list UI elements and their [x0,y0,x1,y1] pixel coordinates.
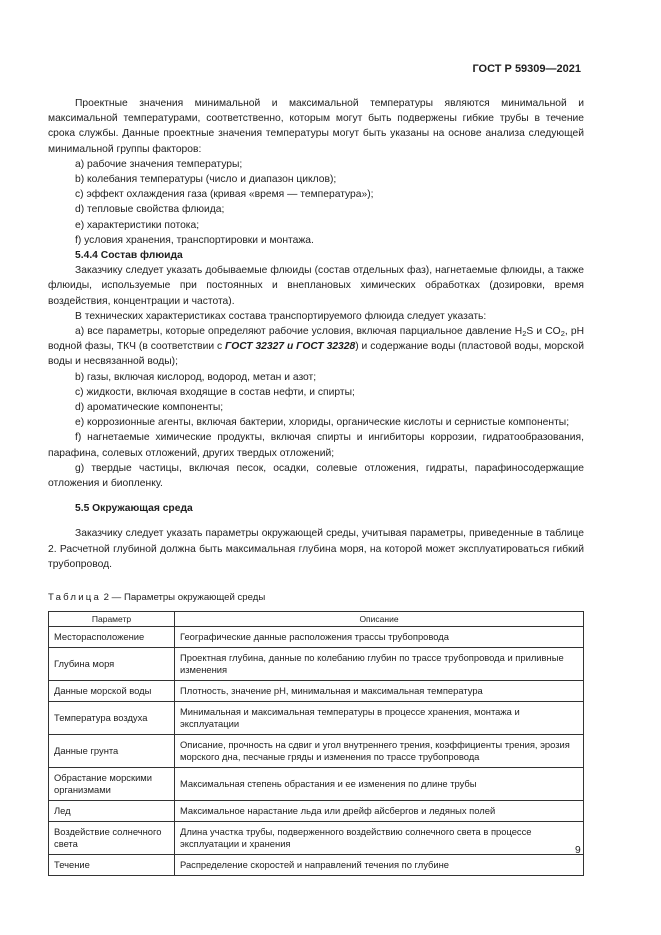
list-item: c) эффект охлаждения газа (кривая «время — температура»); [75,189,374,201]
list-item: f) условия хранения, транспортировки и монтажа. [75,234,314,246]
table-cell: Течение [49,855,175,876]
page-body [48,96,584,876]
list-item: а) рабочие значения температуры; [75,158,243,170]
table-cell: Данные грунта [49,735,175,768]
table-row [49,627,584,648]
list-item: b) газы, включая кислород, водород, метан и азот; [75,371,317,383]
environment-paragraph: Заказчику следует указать параметры окружающей среды, учитывая параметры, приведенные в таблице 2. Расчетной глубиной должна быть максимальная глубина моря, на которой может эксплуатироваться гибкий трубопровод. [48,528,584,570]
list-item: а) все параметры, которые определяют рабочие условия, включая парциальное давление $H_2S$ и $CO_2$, pH водной фазы, ТКЧ (в соответствии с ГОСТ 32327 и ГОСТ 32328) и содержание воды (пластовой воды, морской воды и несвязанной воды); [48,326,585,368]
table-caption: Таблица 2 — Параметры окружающей среды [48,592,266,604]
list-item: e) характеристики потока; [75,219,200,231]
page-number: 9 [575,845,581,856]
table-cell: Плотность, значение pH, минимальная и максимальная температура [175,681,584,702]
list-item: c) жидкости, включая входящие в состав нефти, и спирты; [75,386,355,398]
list-item: b) колебания температуры (число и диапазон циклов); [75,174,337,186]
table-cell: Воздействие солнечного света [49,822,175,855]
table-cell: Распределение скоростей и направлений течения по глубине [175,855,584,876]
list-item: g) твердые частицы, включая песок, осадки, солевые отложения, гидраты, парафиносодержащие отложения и биопленку. [48,462,584,490]
temperature-paragraph: Проектные значения минимальной и максимальной температуры являются минимальной и максимальной температурами, соответственно, которым могут быть подвержены гибкие трубы в течение срока службы. Данные проектные значения температуры могут быть указаны на основе анализа следующей минимальной группы факторов: [48,98,584,155]
table-row [49,768,584,801]
table-cell: Лед [49,801,175,822]
table-cell: Максимальное нарастание льда или дрейф айсбергов и ледяных полей [175,801,584,822]
table-row [49,855,584,876]
table-cell: Географические данные расположения трассы трубопровода [175,627,584,648]
table-cell: Месторасположение [49,627,175,648]
table-cell: Длина участка трубы, подверженного воздействию солнечного света в процессе эксплуатации и хранения [175,822,584,855]
table-row [49,822,584,855]
table-header-cell: Описание [175,612,584,627]
list-item: f) нагнетаемые химические продукты, включая спирты и ингибиторы коррозии, гидратообразования, парафина, солевых отложений, других твердых отложений; [48,432,584,459]
table-row [49,681,584,702]
table-cell: Максимальная степень обрастания и ее изменения по длине трубы [175,768,584,801]
table-cell: Проектная глубина, данные по колебанию глубин по трассе трубопровода и приливные изменения [175,648,584,681]
table-header-row [49,612,584,627]
table-row [49,735,584,768]
table-cell: Описание, прочность на сдвиг и угол внутреннего трения, коэффициенты трения, эрозия морского дна, песчаные гряды и изменения по трассе трубопровода [175,735,584,768]
table-cell: Глубина моря [49,648,175,681]
conjunction: и [284,341,297,353]
list-item: e) коррозионные агенты, включая бактерии, хлориды, органические кислоты и сернистые компоненты; [75,417,570,429]
table-row [49,702,584,735]
table-cell: Данные морской воды [49,681,175,702]
list-item: d) тепловые свойства флюида; [75,204,225,216]
fluid-paragraph: Заказчику следует указать добываемые флюиды (состав отдельных фаз), нагнетаемые флюиды, а также флюиды, используемые при постоянных и внеплановых химических обработках (дозировки, время воздействия, концентрации и частота). [48,265,584,307]
section-heading-environment: 5.5 Окружающая среда [75,503,193,515]
table-row [49,801,584,822]
list-item: d) ароматические компоненты; [75,402,224,414]
table-row [49,648,584,681]
section-heading-fluid: 5.4.4 Состав флюида [75,250,183,262]
table-cell: Минимальная и максимальная температуры в процессе хранения, монтажа и эксплуатации [175,702,584,735]
table-cell: Обрастание морскими организмами [49,768,175,801]
table-header-cell: Параметр [49,612,175,627]
table-cell: Температура воздуха [49,702,175,735]
standard-reference[interactable]: ГОСТ 32327 [225,341,285,353]
document-code: ГОСТ Р 59309—2021 [472,63,581,75]
standard-reference[interactable]: ГОСТ 32328 [296,341,356,353]
environment-parameters-table [48,611,584,876]
fluid-spec-intro: В технических характеристиках состава транспортируемого флюида следует указать: [75,310,487,322]
